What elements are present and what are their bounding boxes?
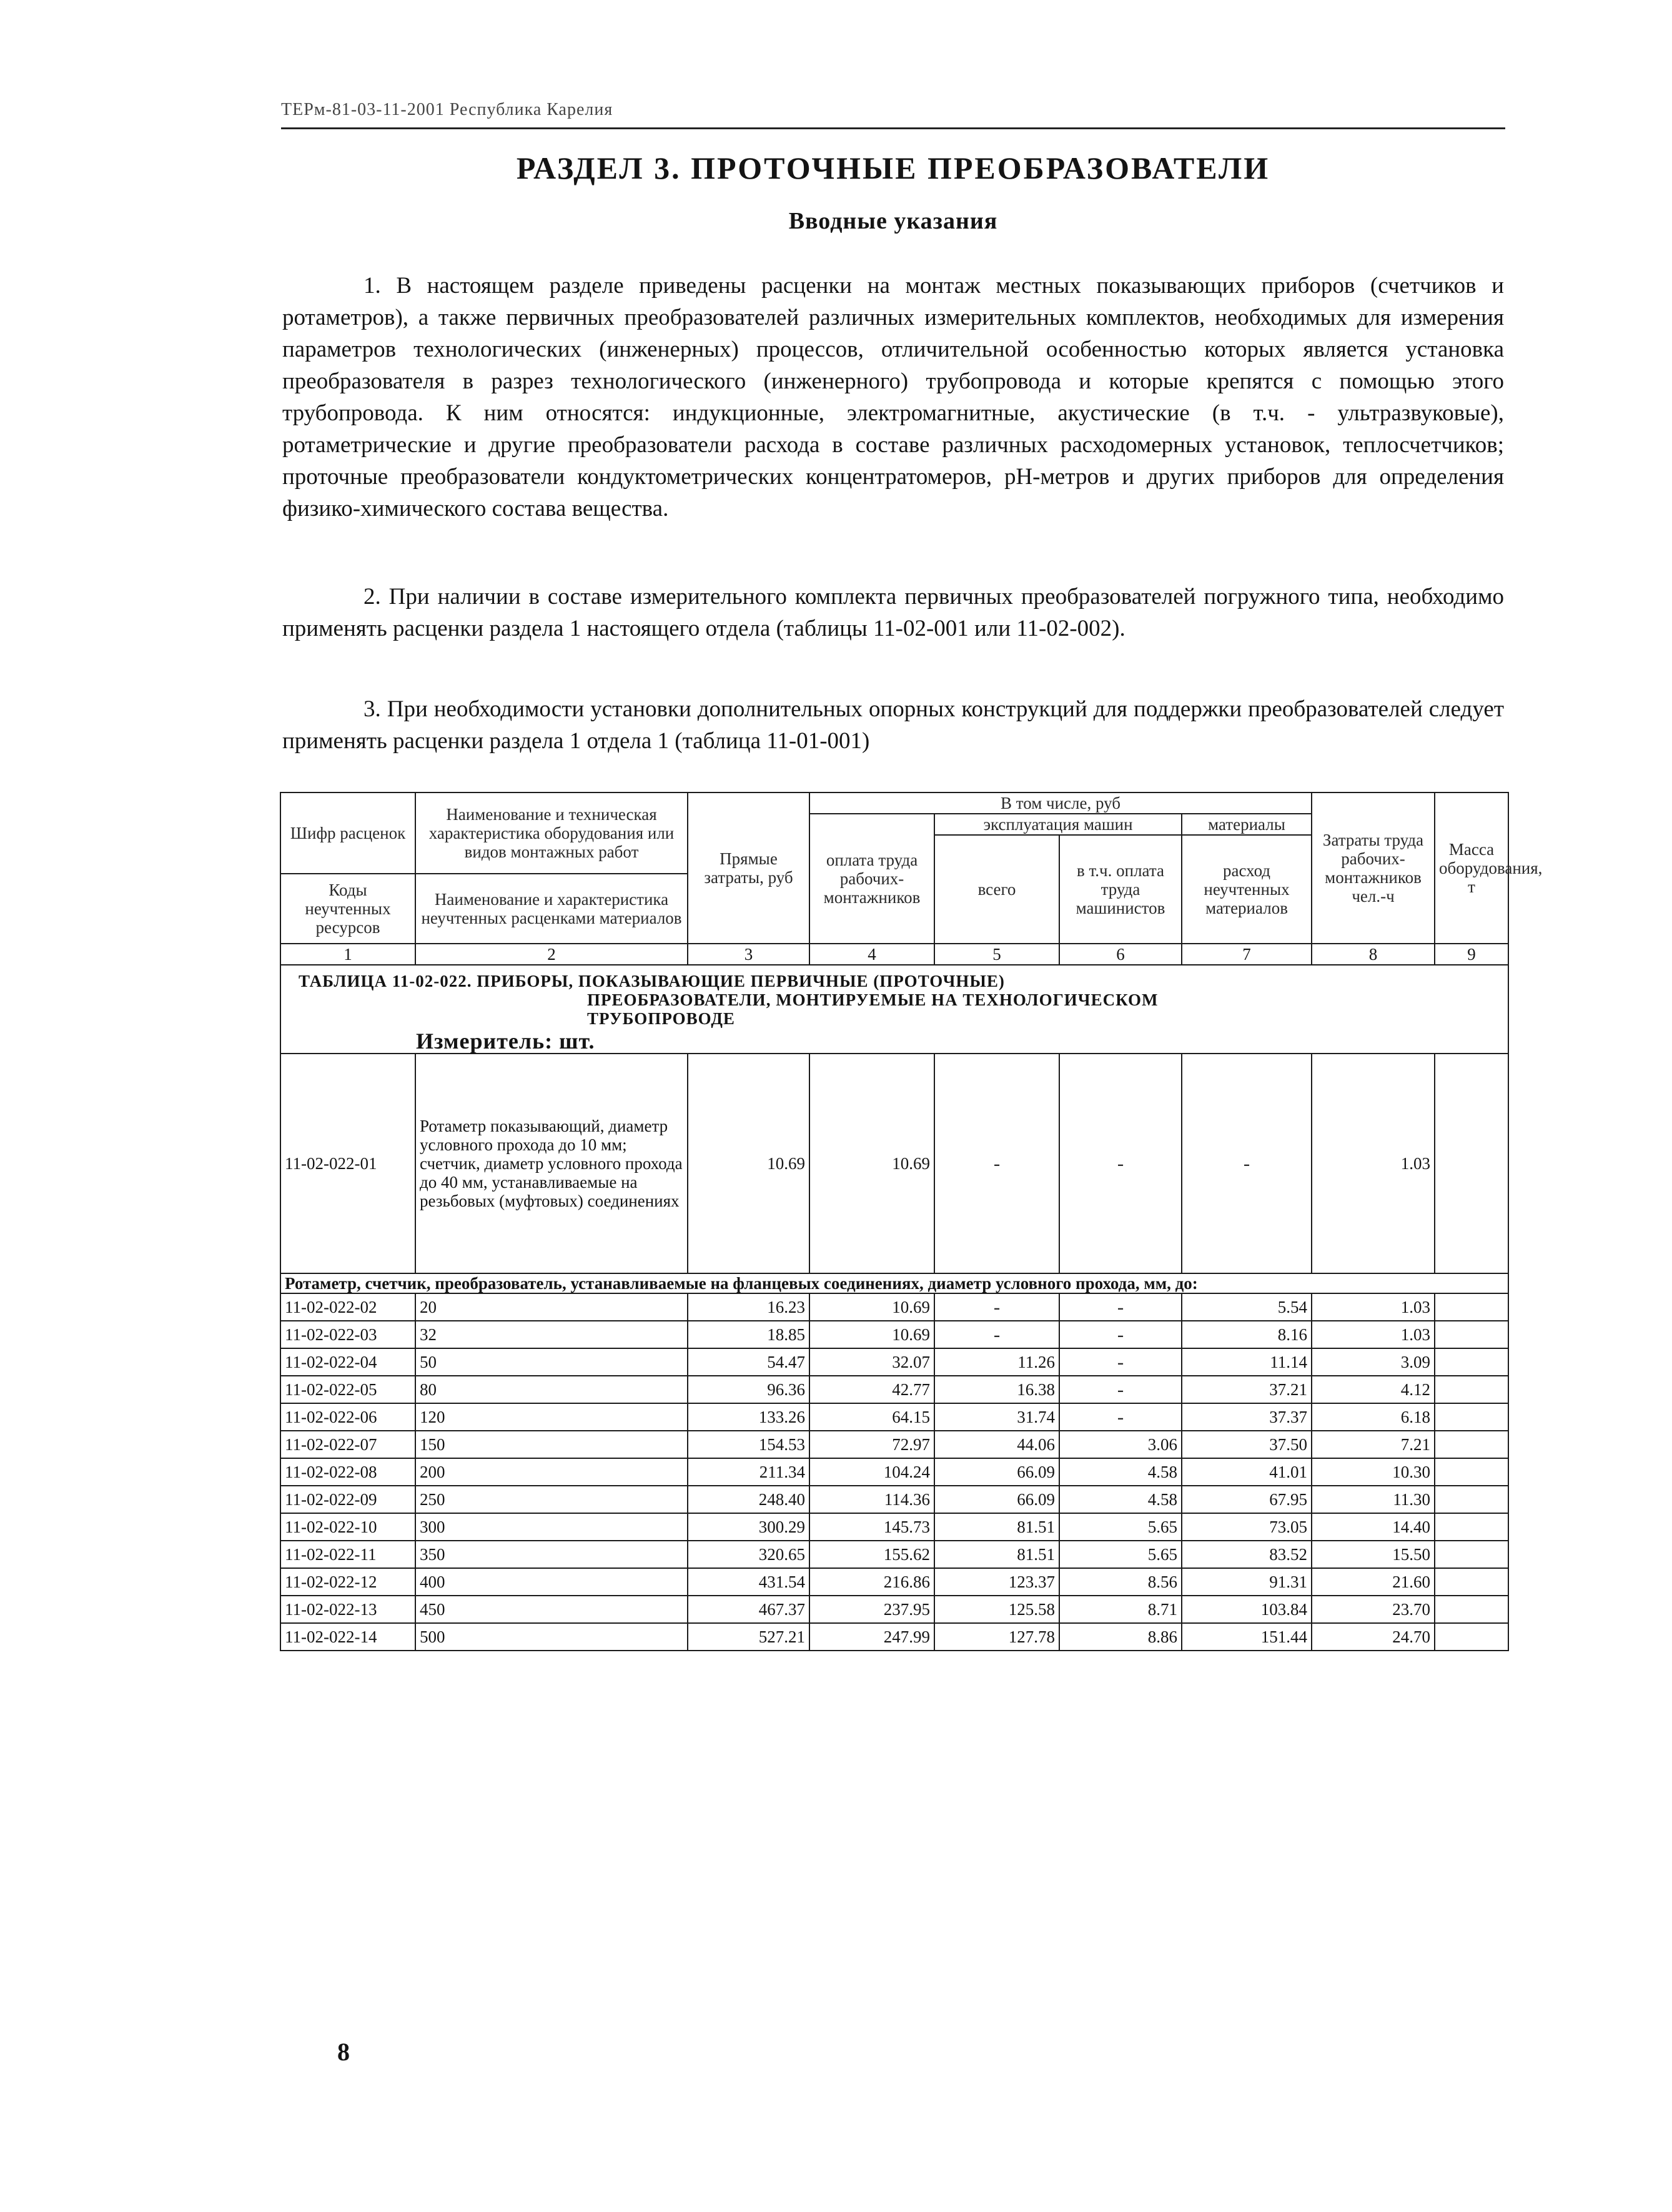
table-row [280,1293,1508,1321]
rate-code: 11-02-022-05 [280,1376,415,1403]
wage-costs: 247.99 [809,1623,934,1651]
section-title: РАЗДЕЛ 3. ПРОТОЧНЫЕ ПРЕОБРАЗОВАТЕЛИ [516,151,1270,185]
table-row [280,1054,1508,1273]
direct-costs: 10.69 [688,1054,809,1273]
labor-costs: 1.03 [1312,1321,1435,1348]
machinists-wage: - [1059,1376,1182,1403]
wage-costs: 237.95 [809,1596,934,1623]
materials-costs: 73.05 [1182,1513,1312,1541]
equipment-mass [1435,1541,1508,1568]
header-labor: Затраты труда рабочих-монтажников чел.-ч [1312,792,1435,944]
materials-costs: 37.37 [1182,1403,1312,1431]
machines-total: 66.09 [934,1486,1059,1513]
materials-costs: 67.95 [1182,1486,1312,1513]
machines-total: - [934,1054,1059,1273]
equipment-mass [1435,1486,1508,1513]
wage-costs: 155.62 [809,1541,934,1568]
header-resource-codes: Коды неучтенных ресурсов [280,874,415,944]
machines-total: 31.74 [934,1403,1059,1431]
rates-table [280,792,1543,1651]
labor-costs: 6.18 [1312,1403,1435,1431]
direct-costs: 54.47 [688,1348,809,1376]
direct-costs: 527.21 [688,1623,809,1651]
header-cipher: Шифр расценок [280,792,415,874]
wage-costs: 10.69 [809,1293,934,1321]
wage-costs: 64.15 [809,1403,934,1431]
direct-costs: 16.23 [688,1293,809,1321]
pipe-diameter: 50 [415,1348,688,1376]
materials-costs: 41.01 [1182,1458,1312,1486]
pipe-diameter: 150 [415,1431,688,1458]
table-row [280,1541,1508,1568]
wage-costs: 104.24 [809,1458,934,1486]
table-row [280,1431,1508,1458]
labor-costs: 11.30 [1312,1486,1435,1513]
equipment-mass [1435,1431,1508,1458]
wage-costs: 42.77 [809,1376,934,1403]
machinists-wage: 3.06 [1059,1431,1182,1458]
table-row [280,1486,1508,1513]
table-title-line2: ПРЕОБРАЗОВАТЕЛИ, МОНТИРУЕМЫЕ НА ТЕХНОЛОГИЧЕСКОМ [587,990,1159,1009]
machinists-wage: - [1059,1348,1182,1376]
rate-code: 11-02-022-09 [280,1486,415,1513]
table-row [280,1596,1508,1623]
wage-costs: 114.36 [809,1486,934,1513]
machines-total: 11.26 [934,1348,1059,1376]
wage-costs: 72.97 [809,1431,934,1458]
equipment-mass [1435,1403,1508,1431]
meter-line [281,1028,1508,1053]
rate-code: 11-02-022-13 [280,1596,415,1623]
machinists-wage: 4.58 [1059,1458,1182,1486]
materials-costs: 91.31 [1182,1568,1312,1596]
column-number: 4 [809,944,934,965]
materials-costs: 11.14 [1182,1348,1312,1376]
materials-costs: 151.44 [1182,1623,1312,1651]
header-wage: оплата труда рабочих-монтажников [809,814,934,944]
machinists-wage: - [1059,1293,1182,1321]
equipment-mass [1435,1458,1508,1486]
pipe-diameter: 200 [415,1458,688,1486]
labor-costs: 23.70 [1312,1596,1435,1623]
pipe-diameter: 400 [415,1568,688,1596]
equipment-mass [1435,1568,1508,1596]
column-number: 8 [1312,944,1435,965]
table-row [280,1458,1508,1486]
machines-total: 127.78 [934,1623,1059,1651]
machines-total: 81.51 [934,1541,1059,1568]
flange-subheader-row [280,1273,1508,1293]
machinists-wage: 8.86 [1059,1623,1182,1651]
machinists-wage: - [1059,1403,1182,1431]
machinists-wage: 4.58 [1059,1486,1182,1513]
page-number: 8 [337,2038,350,2066]
rate-code: 11-02-022-08 [280,1458,415,1486]
page-header [281,97,1505,129]
machines-total: 44.06 [934,1431,1059,1458]
equipment-mass [1435,1321,1508,1348]
paragraph-3: 3. При необходимости установки дополнительных опорных конструкций для поддержки преобразователей следует применять расценки раздела 1 отдела 1 (таблица 11-01-001) [282,696,1504,754]
section-subtitle: Вводные указания [788,208,998,234]
table-title-row [280,965,1508,1054]
table-row [280,1623,1508,1651]
pipe-diameter: 350 [415,1541,688,1568]
meter-label: Измеритель: [416,1029,553,1054]
rate-code: 11-02-022-02 [280,1293,415,1321]
machines-total: 66.09 [934,1458,1059,1486]
column-number: 1 [280,944,415,965]
materials-costs: 8.16 [1182,1321,1312,1348]
header-unaccounted-materials: расход неучтенных материалов [1182,835,1312,944]
equipment-mass [1435,1293,1508,1321]
pipe-diameter: 20 [415,1293,688,1321]
direct-costs: 320.65 [688,1541,809,1568]
header-name-unaccounted: Наименование и характеристика неучтенных расценками материалов [415,874,688,944]
rate-code: 11-02-022-01 [280,1054,415,1273]
rate-code: 11-02-022-10 [280,1513,415,1541]
meter-unit: шт. [559,1029,595,1054]
materials-costs: 5.54 [1182,1293,1312,1321]
table-row [280,1403,1508,1431]
column-number: 9 [1435,944,1508,965]
direct-costs: 133.26 [688,1403,809,1431]
machines-total: - [934,1293,1059,1321]
labor-costs: 21.60 [1312,1568,1435,1596]
column-number: 7 [1182,944,1312,965]
wage-costs: 10.69 [809,1054,934,1273]
column-number: 6 [1059,944,1182,965]
labor-costs: 10.30 [1312,1458,1435,1486]
paragraph-2: 2. При наличии в составе измерительного комплекта первичных преобразователей погружного типа, необходимо применять расценки раздела 1 настоящего отдела (таблицы 11-02-001 или 11-02-002). [282,584,1504,641]
pipe-diameter: 450 [415,1596,688,1623]
machines-total: 123.37 [934,1568,1059,1596]
header-machinists: в т.ч. оплата труда машинистов [1059,835,1182,944]
column-number: 3 [688,944,809,965]
column-number: 5 [934,944,1059,965]
wage-costs: 32.07 [809,1348,934,1376]
equipment-mass [1435,1054,1508,1273]
header-name: Наименование и техническая характеристика оборудования или видов монтажных работ [415,792,688,874]
wage-costs: 10.69 [809,1321,934,1348]
flange-subheader: Ротаметр, счетчик, преобразователь, устанавливаемые на фланцевых соединениях, диаметр условного прохода, мм, до: [280,1273,1508,1293]
wage-costs: 145.73 [809,1513,934,1541]
machinists-wage: 8.71 [1059,1596,1182,1623]
direct-costs: 248.40 [688,1486,809,1513]
rate-code: 11-02-022-04 [280,1348,415,1376]
direct-costs: 96.36 [688,1376,809,1403]
paragraph-1: 1. В настоящем разделе приведены расценки на монтаж местных показывающих приборов (счетчиков и ротаметров), а также первичных преобразователей различных измерительных комплектов, необходимых для измерения параметров технологических (инженерных) процессов, отличительной особенностью которых является установка преобразователя в разрез технологического (инженерного) трубопровода и которые крепятся с помощью этого трубопровода. К ним относятся: индукционные, электромагнитные, акустические (в т.ч. - ультразвуковые), ротаметрические и другие преобразователи расхода в составе различных расходомерных установок, теплосчетчиков; проточные преобразователи кондуктометрических концентратомеров, pH-метров и других приборов для определения физико-химического состава вещества. [282,273,1504,521]
header-including: В том числе, руб [809,792,1312,814]
materials-costs: 37.50 [1182,1431,1312,1458]
table-row [280,1513,1508,1541]
materials-costs: 37.21 [1182,1376,1312,1403]
direct-costs: 154.53 [688,1431,809,1458]
labor-costs: 3.09 [1312,1348,1435,1376]
machinists-wage: 8.56 [1059,1568,1182,1596]
labor-costs: 1.03 [1312,1293,1435,1321]
direct-costs: 211.34 [688,1458,809,1486]
direct-costs: 467.37 [688,1596,809,1623]
table-row [280,1376,1508,1403]
rate-code: 11-02-022-03 [280,1321,415,1348]
direct-costs: 300.29 [688,1513,809,1541]
machines-total: 16.38 [934,1376,1059,1403]
materials-costs: 103.84 [1182,1596,1312,1623]
pipe-diameter: 250 [415,1486,688,1513]
equipment-mass [1435,1513,1508,1541]
page-header-text: ТЕРм-81-03-11-2001 Республика Карелия [281,100,613,119]
column-numbers-row [280,944,1508,965]
header-direct-costs: Прямые затраты, руб [688,792,809,944]
labor-costs: 24.70 [1312,1623,1435,1651]
rate-code: 11-02-022-11 [280,1541,415,1568]
rate-description: Ротаметр показывающий, диаметр условного прохода до 10 мм; счетчик, диаметр условного прохода до 40 мм, устанавливаемые на резьбовых (муфтовых) соединениях [415,1054,688,1273]
materials-costs: 83.52 [1182,1541,1312,1568]
labor-costs: 15.50 [1312,1541,1435,1568]
header-machines: эксплуатация машин [934,814,1182,835]
labor-costs: 1.03 [1312,1054,1435,1273]
labor-costs: 14.40 [1312,1513,1435,1541]
equipment-mass [1435,1596,1508,1623]
wage-costs: 216.86 [809,1568,934,1596]
machines-total: 81.51 [934,1513,1059,1541]
machines-total: 125.58 [934,1596,1059,1623]
machinists-wage: - [1059,1321,1182,1348]
direct-costs: 431.54 [688,1568,809,1596]
flange-rows [280,1293,1508,1651]
materials-costs: - [1182,1054,1312,1273]
labor-costs: 4.12 [1312,1376,1435,1403]
pipe-diameter: 120 [415,1403,688,1431]
table-row [280,1568,1508,1596]
machinists-wage: - [1059,1054,1182,1273]
table-row [280,1321,1508,1348]
machinists-wage: 5.65 [1059,1541,1182,1568]
column-number: 2 [415,944,688,965]
header-machines-total: всего [934,835,1059,944]
table-title-line1: ТАБЛИЦА 11-02-022. ПРИБОРЫ, ПОКАЗЫВАЮЩИЕ ПЕРВИЧНЫЕ (ПРОТОЧНЫЕ) [299,972,1005,990]
pipe-diameter: 500 [415,1623,688,1651]
table-title-line3: ТРУБОПРОВОДЕ [587,1009,735,1028]
machinists-wage: 5.65 [1059,1513,1182,1541]
rate-code: 11-02-022-14 [280,1623,415,1651]
machines-total: - [934,1321,1059,1348]
pipe-diameter: 300 [415,1513,688,1541]
pipe-diameter: 32 [415,1321,688,1348]
direct-costs: 18.85 [688,1321,809,1348]
pipe-diameter: 80 [415,1376,688,1403]
header-materials: материалы [1182,814,1312,835]
labor-costs: 7.21 [1312,1431,1435,1458]
rate-code: 11-02-022-07 [280,1431,415,1458]
table-row [280,1348,1508,1376]
equipment-mass [1435,1348,1508,1376]
rate-code: 11-02-022-06 [280,1403,415,1431]
header-mass: Масса оборудования, т [1435,792,1508,944]
equipment-mass [1435,1376,1508,1403]
rate-code: 11-02-022-12 [280,1568,415,1596]
equipment-mass [1435,1623,1508,1651]
